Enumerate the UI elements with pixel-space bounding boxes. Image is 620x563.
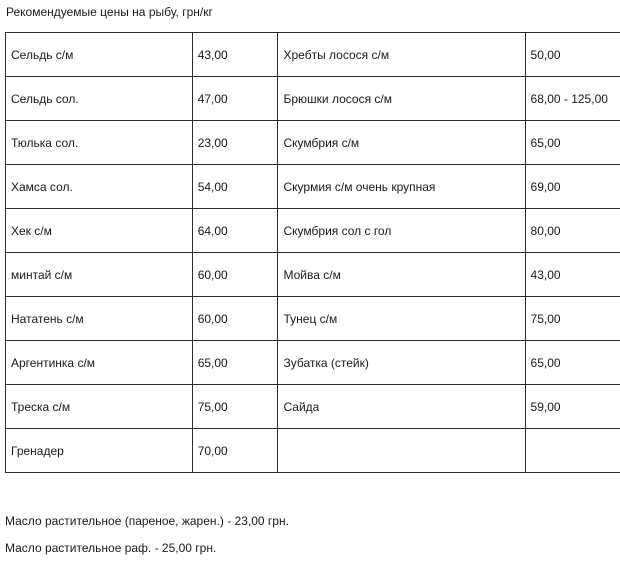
fish-name: Сайда [278, 385, 525, 429]
page-title: Рекомендуемые цены на рыбу, грн/кг [6, 5, 213, 19]
fish-price: 65,00 [192, 341, 278, 385]
table-row [6, 165, 620, 209]
fish-name: Хамса сол. [6, 165, 193, 209]
fish-name: Треска с/м [6, 385, 193, 429]
table-row [6, 429, 620, 473]
fish-name [278, 429, 525, 473]
table-row [6, 297, 620, 341]
fish-name: Гренадер [6, 429, 193, 473]
table-row [6, 341, 620, 385]
fish-name: Тунец с/м [278, 297, 525, 341]
fish-name: Хек с/м [6, 209, 193, 253]
fish-name: Мойва с/м [278, 253, 525, 297]
fish-price: 54,00 [192, 165, 278, 209]
fish-name: Сельдь сол. [6, 77, 193, 121]
fish-price: 59,00 [525, 385, 620, 429]
price-table [5, 32, 620, 473]
fish-name: Нататень с/м [6, 297, 193, 341]
fish-price: 65,00 [525, 341, 620, 385]
fish-name: Аргентинка с/м [6, 341, 193, 385]
fish-price: 80,00 [525, 209, 620, 253]
fish-price: 68,00 - 125,00 [525, 77, 620, 121]
fish-price: 70,00 [192, 429, 278, 473]
fish-name: Скурмия с/м очень крупная [278, 165, 525, 209]
fish-price: 69,00 [525, 165, 620, 209]
oil-price-note: Масло растительное (пареное, жарен.) - 23,00 грн. [5, 514, 289, 528]
fish-name: минтай с/м [6, 253, 193, 297]
table-row [6, 253, 620, 297]
fish-price: 43,00 [525, 253, 620, 297]
fish-name: Сельдь с/м [6, 33, 193, 77]
fish-name: Тюлька сол. [6, 121, 193, 165]
fish-price: 65,00 [525, 121, 620, 165]
fish-price: 60,00 [192, 253, 278, 297]
fish-price: 75,00 [525, 297, 620, 341]
fish-name: Брюшки лосося с/м [278, 77, 525, 121]
table-row [6, 33, 620, 77]
fish-price: 23,00 [192, 121, 278, 165]
fish-name: Скумбрия сол с гол [278, 209, 525, 253]
fish-price: 47,00 [192, 77, 278, 121]
fish-price: 75,00 [192, 385, 278, 429]
oil-price-note: Масло растительное раф. - 25,00 грн. [5, 541, 217, 555]
fish-name: Хребты лосося с/м [278, 33, 525, 77]
fish-price: 43,00 [192, 33, 278, 77]
fish-price: 60,00 [192, 297, 278, 341]
fish-name: Зубатка (стейк) [278, 341, 525, 385]
fish-price: 64,00 [192, 209, 278, 253]
table-row [6, 77, 620, 121]
fish-price [525, 429, 620, 473]
table-row [6, 209, 620, 253]
fish-price: 50,00 [525, 33, 620, 77]
fish-name: Скумбрия с/м [278, 121, 525, 165]
table-row [6, 385, 620, 429]
table-row [6, 121, 620, 165]
